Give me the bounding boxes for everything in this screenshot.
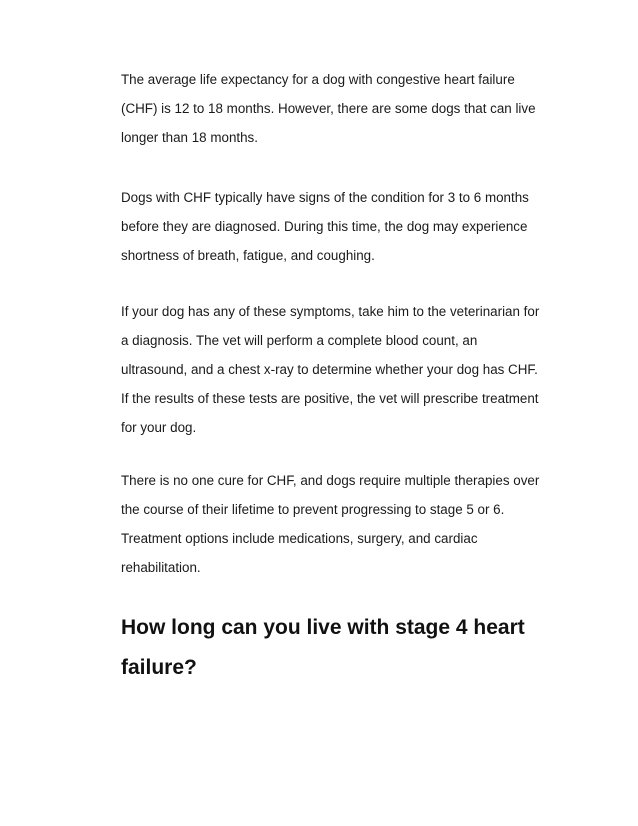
text-line: (CHF) is 12 to 18 months. However, there are some dogs that can live (121, 101, 536, 116)
heading-line: How long can you live with stage 4 heart (121, 616, 525, 639)
text-line: If your dog has any of these symptoms, take him to the veterinarian for (121, 304, 540, 319)
text-line: shortness of breath, fatigue, and coughing. (121, 248, 375, 263)
text-line: longer than 18 months. (121, 130, 258, 145)
text-line: the course of their lifetime to prevent progressing to stage 5 or 6. (121, 502, 505, 517)
paragraph-treatment (121, 466, 571, 582)
text-line: If the results of these tests are positive, the vet will prescribe treatment (121, 391, 539, 406)
text-line: for your dog. (121, 420, 197, 435)
text-line: Treatment options include medications, surgery, and cardiac (121, 531, 478, 546)
text-line: ultrasound, and a chest x-ray to determine whether your dog has CHF. (121, 362, 538, 377)
text-line: a diagnosis. The vet will perform a complete blood count, an (121, 333, 478, 348)
text-line: rehabilitation. (121, 560, 201, 575)
heading-line: failure? (121, 656, 197, 679)
paragraph-signs (121, 183, 571, 270)
text-line: before they are diagnosed. During this time, the dog may experience (121, 219, 528, 234)
text-line: Dogs with CHF typically have signs of the condition for 3 to 6 months (121, 190, 529, 205)
section-heading (121, 608, 581, 688)
text-line: The average life expectancy for a dog with congestive heart failure (121, 72, 515, 87)
paragraph-life-expectancy (121, 65, 571, 152)
text-line: There is no one cure for CHF, and dogs require multiple therapies over (121, 473, 540, 488)
paragraph-diagnosis (121, 297, 571, 442)
